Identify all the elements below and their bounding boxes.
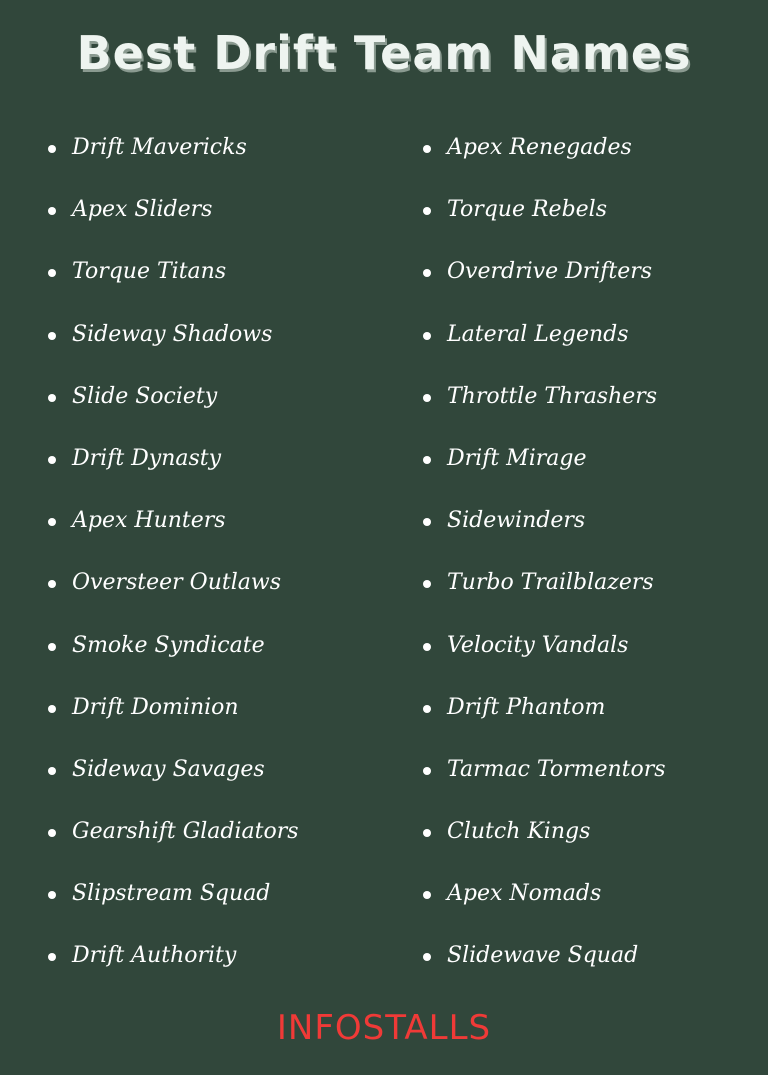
team-name: Slide Society [72, 383, 218, 409]
list-item [44, 750, 299, 812]
list-item [419, 315, 666, 377]
team-name: Velocity Vandals [447, 632, 629, 658]
list-item [419, 936, 666, 998]
team-name: Apex Nomads [447, 881, 602, 907]
bullet-icon [423, 269, 431, 277]
list-item [44, 315, 299, 377]
list-item [419, 377, 666, 439]
team-name: Sideway Shadows [72, 321, 273, 347]
list-item [419, 626, 666, 688]
team-name: Sidewinders [447, 508, 586, 534]
team-name: Slidewave Squad [447, 943, 639, 969]
bullet-icon [48, 643, 56, 651]
list-item [44, 626, 299, 688]
bullet-icon [48, 207, 56, 215]
bullet-icon [48, 269, 56, 277]
bullet-icon [48, 705, 56, 713]
list-item [419, 128, 666, 190]
team-name: Sideway Savages [72, 756, 265, 782]
bullet-icon [423, 518, 431, 526]
team-name: Smoke Syndicate [72, 632, 265, 658]
list-item [419, 563, 666, 625]
team-name: Turbo Trailblazers [447, 570, 654, 596]
team-name: Drift Authority [72, 943, 237, 969]
bullet-icon [423, 394, 431, 402]
list-item [44, 563, 299, 625]
team-name: Throttle Thrashers [447, 383, 658, 409]
list-item [419, 252, 666, 314]
bullet-icon [423, 705, 431, 713]
names-list-left [44, 128, 299, 999]
names-list-right [419, 128, 666, 999]
bullet-icon [48, 145, 56, 153]
team-name: Lateral Legends [447, 321, 629, 347]
bullet-icon [423, 829, 431, 837]
bullet-icon [423, 207, 431, 215]
bullet-icon [48, 767, 56, 775]
team-name: Tarmac Tormentors [447, 756, 666, 782]
bullet-icon [48, 891, 56, 899]
team-name: Overdrive Drifters [447, 259, 653, 285]
team-name: Drift Dominion [72, 694, 239, 720]
bullet-icon [423, 145, 431, 153]
list-item [419, 874, 666, 936]
list-item [44, 812, 299, 874]
team-name: Torque Rebels [447, 197, 608, 223]
team-name: Drift Mirage [447, 445, 587, 471]
list-item [419, 750, 666, 812]
list-item [44, 128, 299, 190]
list-item [44, 439, 299, 501]
bullet-icon [48, 829, 56, 837]
team-name: Oversteer Outlaws [72, 570, 281, 596]
team-name: Clutch Kings [447, 819, 591, 845]
list-item [419, 688, 666, 750]
list-item [44, 688, 299, 750]
bullet-icon [48, 456, 56, 464]
bullet-icon [48, 394, 56, 402]
team-name: Torque Titans [72, 259, 227, 285]
list-item [419, 812, 666, 874]
bullet-icon [423, 332, 431, 340]
bullet-icon [423, 456, 431, 464]
team-name: Slipstream Squad [72, 881, 271, 907]
bullet-icon [48, 953, 56, 961]
list-item [44, 501, 299, 563]
list-item [44, 252, 299, 314]
list-item [419, 439, 666, 501]
team-name: Gearshift Gladiators [72, 819, 299, 845]
bullet-icon [423, 580, 431, 588]
bullet-icon [48, 580, 56, 588]
list-item [44, 377, 299, 439]
team-name: Drift Phantom [447, 694, 606, 720]
list-item [419, 190, 666, 252]
bullet-icon [423, 953, 431, 961]
team-name: Apex Hunters [72, 508, 226, 534]
page-title: Best Drift Team Names [76, 26, 692, 80]
bullet-icon [423, 891, 431, 899]
list-item [44, 874, 299, 936]
list-item [419, 501, 666, 563]
team-name: Drift Dynasty [72, 445, 222, 471]
team-name: Drift Mavericks [72, 135, 247, 160]
bullet-icon [48, 332, 56, 340]
list-item [44, 936, 299, 998]
bullet-icon [423, 643, 431, 651]
brand-logo: INFOSTALLS [276, 1008, 492, 1048]
team-name: Apex Renegades [447, 135, 632, 160]
bullet-icon [423, 767, 431, 775]
list-item [44, 190, 299, 252]
bullet-icon [48, 518, 56, 526]
team-name: Apex Sliders [72, 197, 213, 223]
